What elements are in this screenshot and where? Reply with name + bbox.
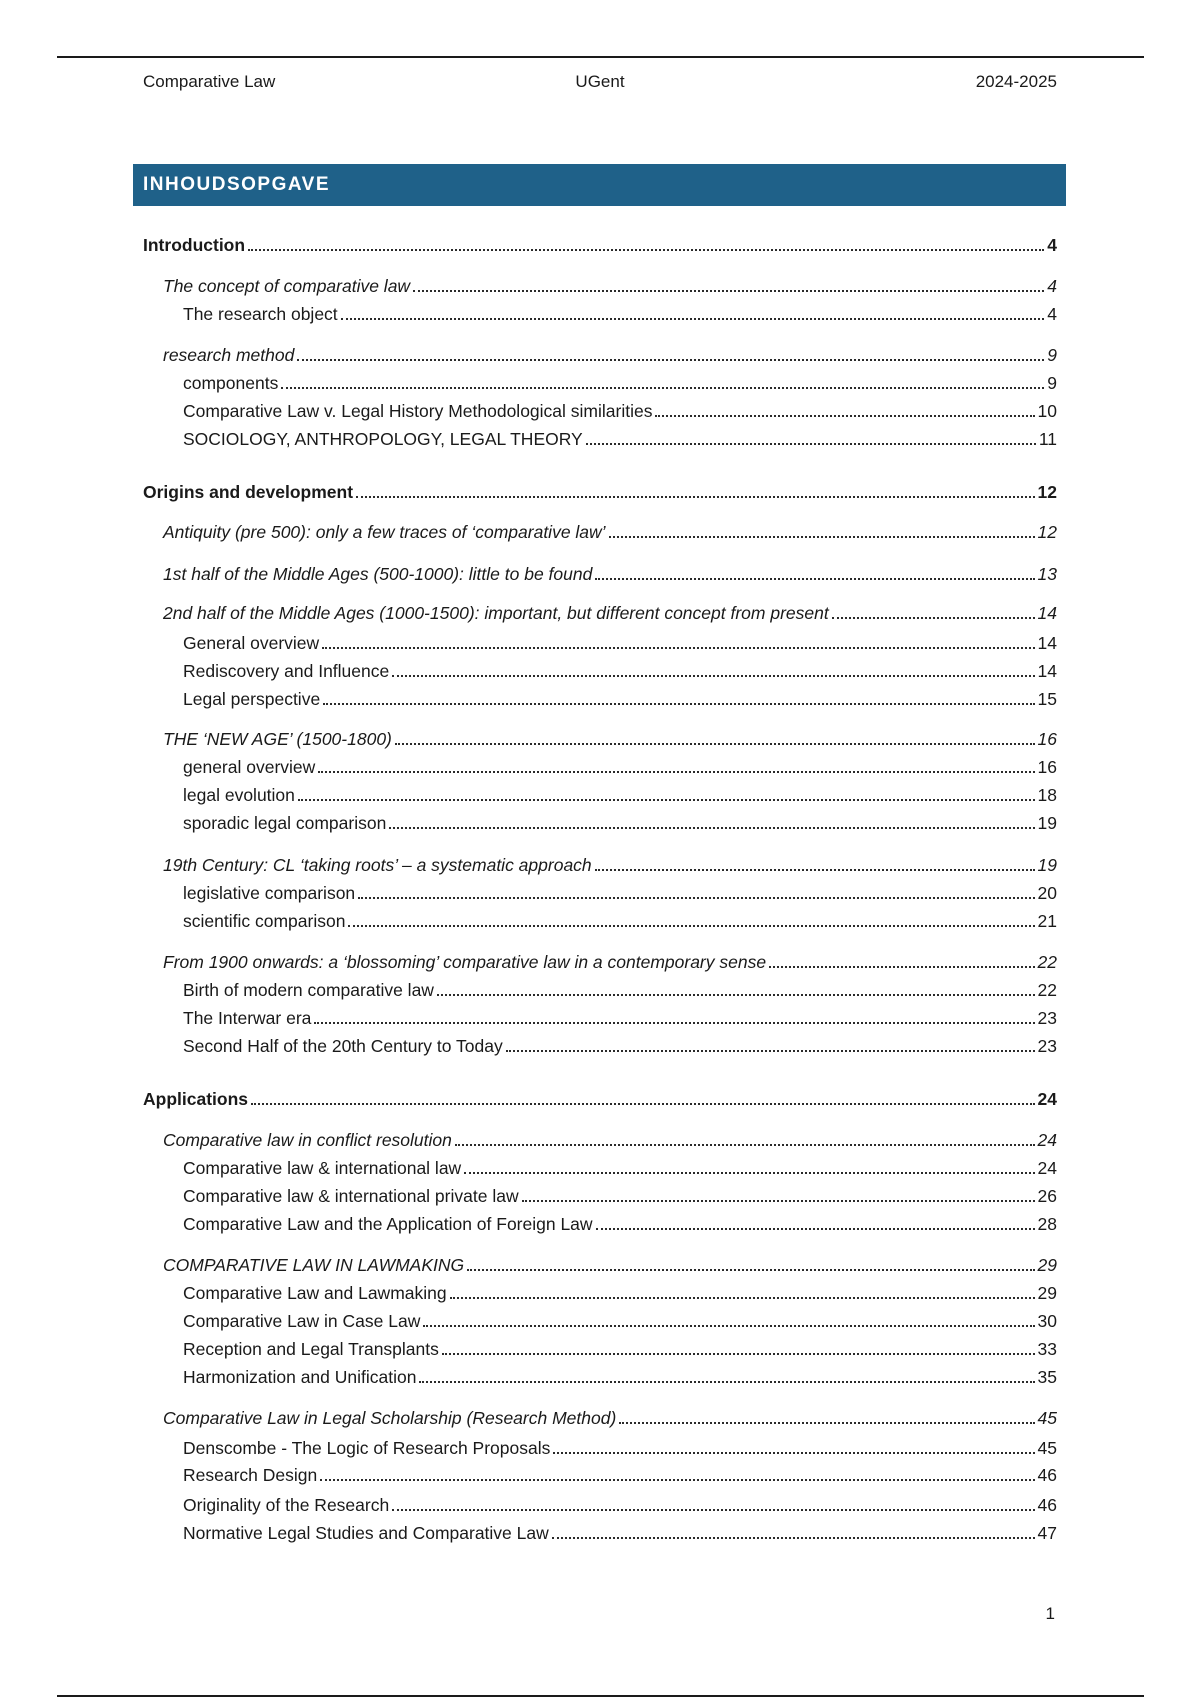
toc-entry[interactable] — [143, 1083, 1057, 1107]
toc-entry-title: Originality of the Research — [183, 1495, 390, 1515]
toc-dot-leader — [464, 1152, 1034, 1174]
toc-dot-leader — [552, 1517, 1035, 1539]
toc-dot-leader — [395, 723, 1035, 745]
toc-entry-page: 9 — [1047, 345, 1057, 365]
toc-entry-page: 19 — [1037, 813, 1057, 833]
toc-entry-title: Origins and development — [143, 482, 354, 502]
footer-rule — [57, 1695, 1144, 1697]
toc-dot-leader — [553, 1432, 1034, 1454]
toc-entry-page: 45 — [1037, 1438, 1057, 1458]
toc-entry-title: Comparative Law v. Legal History Methodological similarities — [183, 401, 653, 421]
toc-entry-title: Applications — [143, 1089, 249, 1109]
toc-dot-leader — [423, 1305, 1034, 1327]
toc-entry[interactable] — [183, 1030, 1057, 1054]
toc-entry-title: Comparative Law in Legal Scholarship (Research Method) — [163, 1408, 617, 1428]
toc-entry[interactable] — [183, 1489, 1057, 1513]
toc-dot-leader — [392, 1489, 1034, 1511]
toc-entry-title: Reception and Legal Transplants — [183, 1339, 439, 1359]
toc-entry-title: Birth of modern comparative law — [183, 980, 434, 1000]
toc-dot-leader — [769, 946, 1034, 968]
toc-entry-title: Legal perspective — [183, 689, 321, 709]
toc-dot-leader — [619, 1402, 1034, 1424]
toc-entry[interactable] — [183, 1305, 1057, 1329]
toc-entry-page: 16 — [1037, 729, 1057, 749]
toc-entry-title: The concept of comparative law — [163, 276, 411, 296]
toc-entry-page: 47 — [1037, 1523, 1057, 1543]
toc-entry-page: 19 — [1037, 855, 1057, 875]
toc-entry[interactable] — [163, 946, 1057, 970]
toc-entry[interactable] — [183, 1459, 1057, 1483]
toc-entry-page: 21 — [1037, 911, 1057, 931]
toc-entry-page: 11 — [1038, 429, 1057, 449]
toc-entry-page: 9 — [1047, 373, 1057, 393]
toc-dot-leader — [392, 655, 1034, 677]
toc-entry-title: Comparative law & international private law — [183, 1186, 519, 1206]
toc-entry-page: 29 — [1037, 1283, 1057, 1303]
toc-entry-page: 4 — [1047, 276, 1057, 296]
toc-entry-page: 12 — [1037, 482, 1057, 502]
toc-entry[interactable] — [183, 1002, 1057, 1026]
toc-dot-leader — [298, 779, 1035, 801]
toc-entry[interactable] — [163, 597, 1057, 621]
toc-entry[interactable] — [183, 751, 1057, 775]
toc-entry-page: 46 — [1037, 1465, 1057, 1485]
toc-entry-title: Introduction — [143, 235, 246, 255]
toc-entry[interactable] — [163, 1124, 1057, 1148]
toc-entry[interactable] — [183, 905, 1057, 929]
toc-dot-leader — [506, 1030, 1035, 1052]
toc-entry-title: Harmonization and Unification — [183, 1367, 417, 1387]
toc-entry-page: 33 — [1037, 1339, 1057, 1359]
toc-entry-page: 14 — [1037, 603, 1057, 623]
toc-entry-title: Second Half of the 20th Century to Today — [183, 1036, 503, 1056]
toc-entry[interactable] — [183, 807, 1057, 831]
toc-dot-leader — [297, 339, 1044, 361]
toc-entry-page: 18 — [1037, 785, 1057, 805]
toc-entry-title: Comparative law & international law — [183, 1158, 462, 1178]
toc-entry-page: 45 — [1037, 1408, 1057, 1428]
toc-entry-title: Antiquity (pre 500): only a few traces of ‘comparative law’ — [163, 522, 606, 542]
toc-entry-page: 15 — [1037, 689, 1057, 709]
toc-entry[interactable] — [183, 423, 1057, 447]
toc-entry-title: The research object — [183, 304, 338, 324]
toc-dot-leader — [389, 807, 1034, 829]
toc-entry-title: Normative Legal Studies and Comparative Law — [183, 1523, 549, 1543]
toc-entry[interactable] — [183, 974, 1057, 998]
toc-entry-page: 4 — [1047, 304, 1057, 324]
toc-dot-leader — [522, 1180, 1035, 1202]
toc-entry-page: 22 — [1037, 980, 1057, 1000]
toc-entry-page: 35 — [1037, 1367, 1057, 1387]
toc-entry[interactable] — [183, 655, 1057, 679]
header-academic-year: 2024-2025 — [975, 72, 1057, 91]
toc-entry-title: Denscombe - The Logic of Research Proposals — [183, 1438, 551, 1458]
header-institution: UGent — [575, 72, 625, 91]
toc-entry-page: 46 — [1037, 1495, 1057, 1515]
toc-entry-page: 24 — [1037, 1130, 1057, 1150]
toc-entry[interactable] — [143, 229, 1057, 253]
toc-entry-page: 23 — [1037, 1008, 1057, 1028]
toc-entry-page: 28 — [1037, 1214, 1057, 1234]
toc-entry-page: 4 — [1047, 235, 1057, 255]
toc-entry[interactable] — [183, 1432, 1057, 1456]
toc-dot-leader — [323, 683, 1034, 705]
toc-entry-title: From 1900 onwards: a ‘blossoming’ comparative law in a contemporary sense — [163, 952, 767, 972]
toc-entry-title: Rediscovery and Influence — [183, 661, 390, 681]
toc-entry-page: 10 — [1037, 401, 1057, 421]
toc-dot-leader — [832, 597, 1035, 619]
toc-dot-leader — [467, 1249, 1034, 1271]
toc-entry[interactable] — [143, 476, 1057, 500]
toc-entry-title: legislative comparison — [183, 883, 356, 903]
toc-entry[interactable] — [183, 779, 1057, 803]
toc-entry-title: THE ‘NEW AGE’ (1500-1800) — [163, 729, 392, 749]
toc-entry-title: COMPARATIVE LAW IN LAWMAKING — [163, 1255, 465, 1275]
toc-entry[interactable] — [163, 1249, 1057, 1273]
toc-entry[interactable] — [163, 339, 1057, 363]
toc-entry-title: general overview — [183, 757, 316, 777]
toc-entry-title: legal evolution — [183, 785, 295, 805]
toc-entry[interactable] — [183, 1180, 1057, 1204]
toc-entry[interactable] — [183, 683, 1057, 707]
toc-dot-leader — [356, 476, 1034, 498]
toc-entry[interactable] — [183, 1333, 1057, 1357]
toc-entry[interactable] — [163, 516, 1057, 540]
toc-dot-leader — [248, 229, 1044, 251]
toc-dot-leader — [341, 298, 1045, 320]
toc-dot-leader — [450, 1277, 1035, 1299]
toc-entry-title: Comparative Law and Lawmaking — [183, 1283, 447, 1303]
toc-entry-title: The Interwar era — [183, 1008, 312, 1028]
toc-dot-leader — [655, 395, 1034, 417]
toc-entry[interactable] — [183, 367, 1057, 391]
toc-entry-page: 24 — [1037, 1089, 1057, 1109]
toc-dot-leader — [322, 627, 1034, 649]
toc-dot-leader — [586, 423, 1036, 445]
toc-dot-leader — [595, 558, 1034, 580]
page-number: 1 — [1045, 1604, 1055, 1623]
toc-dot-leader — [595, 849, 1035, 871]
toc-entry-page: 20 — [1037, 883, 1057, 903]
header-course-title: Comparative Law — [143, 72, 276, 91]
toc-dot-leader — [442, 1333, 1035, 1355]
toc-entry-page: 23 — [1037, 1036, 1057, 1056]
toc-entry[interactable] — [183, 627, 1057, 651]
toc-entry[interactable] — [183, 298, 1057, 322]
toc-entry-title: Comparative Law in Case Law — [183, 1311, 421, 1331]
toc-entry-page: 29 — [1037, 1255, 1057, 1275]
toc-entry[interactable] — [163, 270, 1057, 294]
toc-entry[interactable] — [183, 1152, 1057, 1176]
toc-dot-leader — [281, 367, 1044, 389]
toc-entry-title: components — [183, 373, 279, 393]
toc-entry-title: research method — [163, 345, 295, 365]
toc-dot-leader — [358, 877, 1034, 899]
toc-entry-title: scientific comparison — [183, 911, 346, 931]
toc-entry-page: 14 — [1037, 661, 1057, 681]
toc-entry[interactable] — [183, 1517, 1057, 1541]
toc-entry-title: Comparative law in conflict resolution — [163, 1130, 452, 1150]
toc-dot-leader — [596, 1208, 1035, 1230]
toc-entry[interactable] — [183, 395, 1057, 419]
page-header — [143, 72, 1057, 96]
toc-entry-page: 24 — [1037, 1158, 1057, 1178]
toc-entry[interactable] — [163, 1402, 1057, 1426]
toc-entry-title: SOCIOLOGY, ANTHROPOLOGY, LEGAL THEORY — [183, 429, 583, 449]
toc-entry[interactable] — [183, 1208, 1057, 1232]
header-rule — [57, 56, 1144, 58]
toc-dot-leader — [413, 270, 1044, 292]
toc-entry-title: Research Design — [183, 1465, 318, 1485]
toc-entry-title: 19th Century: CL ‘taking roots’ – a systematic approach — [163, 855, 592, 875]
toc-entry-page: 13 — [1037, 564, 1057, 584]
toc-entry[interactable] — [183, 1277, 1057, 1301]
toc-dot-leader — [314, 1002, 1034, 1024]
toc-entry-title: General overview — [183, 633, 320, 653]
toc-entry-title: Comparative Law and the Application of Foreign Law — [183, 1214, 593, 1234]
toc-dot-leader — [318, 751, 1034, 773]
toc-dot-leader — [609, 516, 1035, 538]
toc-entry[interactable] — [163, 558, 1057, 582]
toc-entry-page: 12 — [1037, 522, 1057, 542]
toc-entry[interactable] — [183, 1361, 1057, 1385]
toc-dot-leader — [348, 905, 1034, 927]
toc-entry-page: 26 — [1037, 1186, 1057, 1206]
toc-entry-title: 1st half of the Middle Ages (500-1000): little to be found — [163, 564, 593, 584]
toc-dot-leader — [251, 1083, 1035, 1105]
toc-entry-title: 2nd half of the Middle Ages (1000-1500): important, but different concept from present — [163, 603, 829, 623]
toc-entry[interactable] — [163, 723, 1057, 747]
toc-dot-leader — [437, 974, 1035, 996]
toc-dot-leader — [320, 1459, 1034, 1481]
toc-entry-title: sporadic legal comparison — [183, 813, 387, 833]
toc-entry-page: 22 — [1037, 952, 1057, 972]
toc-heading-banner: INHOUDSOPGAVE — [133, 164, 1066, 206]
toc-entry-page: 14 — [1037, 633, 1057, 653]
toc-dot-leader — [455, 1124, 1035, 1146]
toc-entry[interactable] — [183, 877, 1057, 901]
toc-dot-leader — [419, 1361, 1034, 1383]
toc-entry[interactable] — [163, 849, 1057, 873]
toc-entry-page: 16 — [1037, 757, 1057, 777]
toc-entry-page: 30 — [1037, 1311, 1057, 1331]
